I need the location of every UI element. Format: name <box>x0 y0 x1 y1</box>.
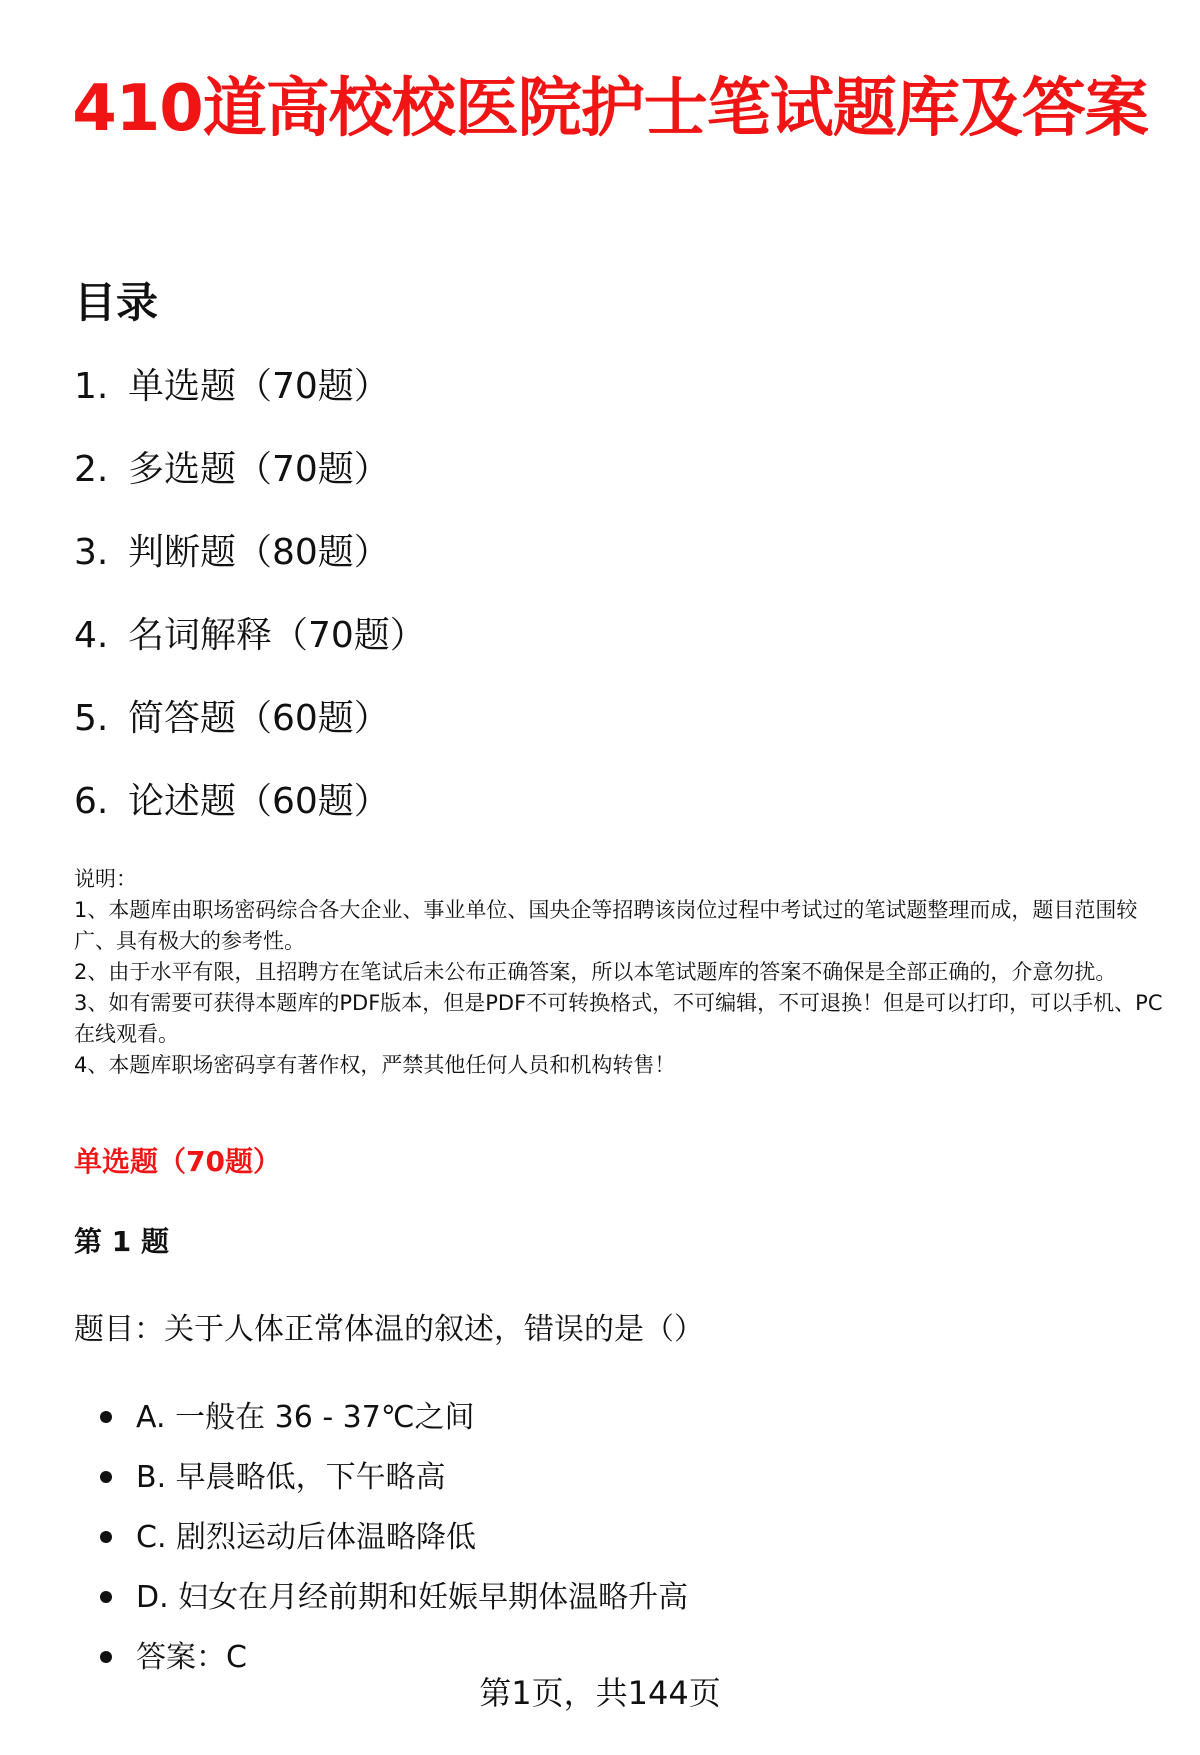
option-text: A. 一般在 36 - 37℃之间 <box>136 1400 475 1435</box>
bullet-icon <box>100 1591 112 1603</box>
option-item-b <box>74 1458 688 1518</box>
toc-item-label: 论述题（60题） <box>128 781 390 822</box>
toc-list <box>74 362 426 860</box>
toc-item <box>74 694 426 777</box>
toc-item-label: 名词解释（70题） <box>128 615 426 656</box>
notes-heading: 说明： <box>74 867 137 891</box>
toc-item <box>74 777 426 860</box>
option-item-c <box>74 1518 688 1578</box>
option-text: D. 妇女在月经前期和妊娠早期体温略升高 <box>136 1580 689 1615</box>
notes-block <box>74 864 1164 1081</box>
toc-item-number: 5. <box>74 698 109 739</box>
option-item-d <box>74 1578 688 1638</box>
note-item: 1、本题库由职场密码综合各大企业、事业单位、国央企等招聘该岗位过程中考试过的笔试题整理而成，题目范围较广、具有极大的参考性。 <box>74 898 1138 953</box>
bullet-icon <box>100 1651 112 1663</box>
toc-item <box>74 611 426 694</box>
toc-heading: 目录 <box>74 278 159 327</box>
toc-item-number: 6. <box>74 781 109 822</box>
toc-item-number: 3. <box>74 532 109 573</box>
toc-item-label: 简答题（60题） <box>128 698 390 739</box>
bullet-icon <box>100 1531 112 1543</box>
toc-item-number: 1. <box>74 366 109 407</box>
question-number: 第 1 题 <box>74 1225 169 1258</box>
toc-item-label: 多选题（70题） <box>128 449 390 490</box>
toc-item <box>74 528 426 611</box>
toc-item-label: 判断题（80题） <box>128 532 390 573</box>
toc-item-number: 2. <box>74 449 109 490</box>
toc-item-label: 单选题（70题） <box>128 366 390 407</box>
bullet-icon <box>100 1471 112 1483</box>
note-item: 4、本题库职场密码享有著作权，严禁其他任何人员和机构转售！ <box>74 1053 676 1077</box>
option-text: B. 早晨略低，下午略高 <box>136 1460 446 1495</box>
document-title: 410道高校校医院护士笔试题库及答案 <box>72 72 1148 146</box>
option-list <box>74 1398 688 1698</box>
note-item: 2、由于水平有限，且招聘方在笔试后未公布正确答案，所以本笔试题库的答案不确保是全部正确的，介意勿扰。 <box>74 960 1117 984</box>
note-item: 3、如有需要可获得本题库的PDF版本，但是PDF不可转换格式，不可编辑，不可退换！但是可以打印，可以手机、PC在线观看。 <box>74 991 1163 1046</box>
option-item-a <box>74 1398 688 1458</box>
bullet-icon <box>100 1411 112 1423</box>
answer-text: 答案：C <box>136 1640 247 1675</box>
page-footer: 第1页，共144页 <box>479 1674 721 1712</box>
option-text: C. 剧烈运动后体温略降低 <box>136 1520 477 1555</box>
section-title: 单选题（70题） <box>74 1145 281 1178</box>
toc-item-number: 4. <box>74 615 109 656</box>
toc-item <box>74 445 426 528</box>
toc-item <box>74 362 426 445</box>
question-stem: 题目：关于人体正常体温的叙述，错误的是（） <box>74 1312 704 1347</box>
